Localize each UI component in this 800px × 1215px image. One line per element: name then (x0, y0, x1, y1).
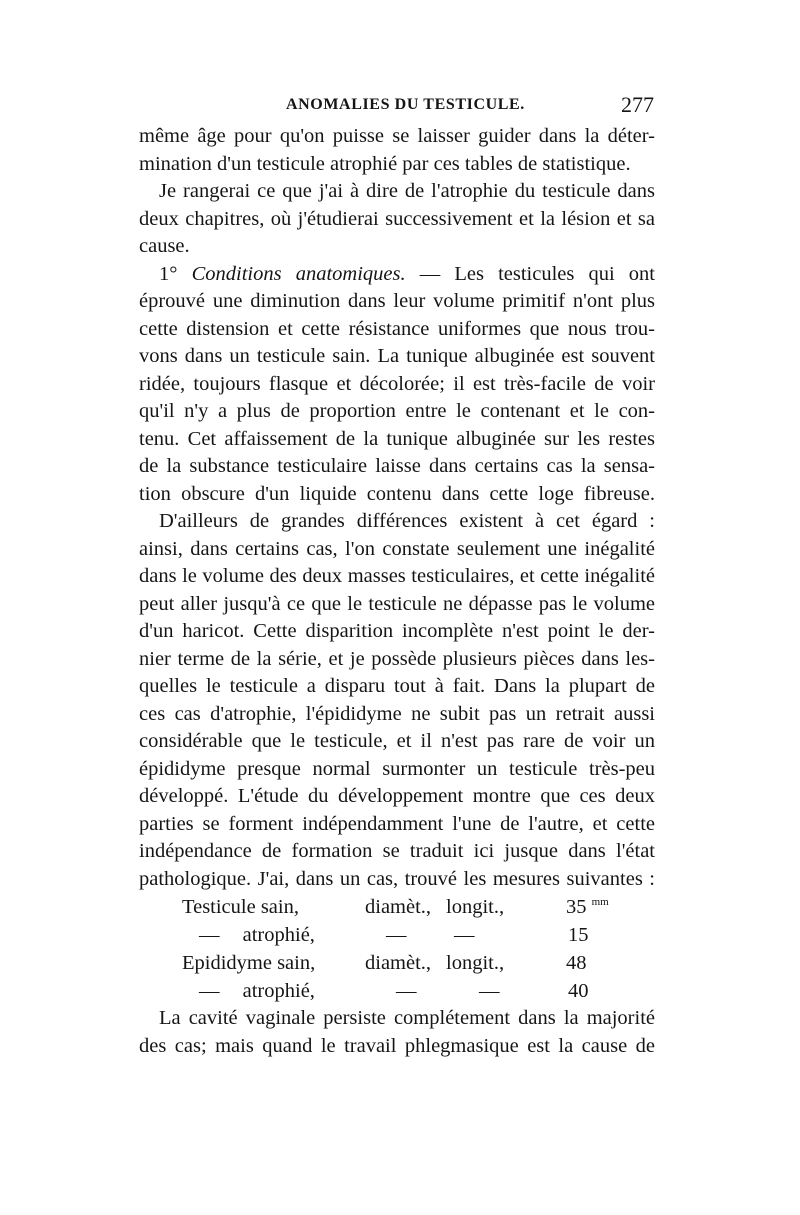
section-title: Conditions anatomiques. (191, 262, 406, 285)
text-line: éprouvé une diminution dans leur volume primitif n'ont plus (139, 290, 655, 312)
text-line: ces cas d'atrophie, l'épididyme ne subit pas un retrait aussi (139, 702, 655, 725)
dimension-cell: — (386, 924, 407, 946)
text-line: tenu. Cet affaissement de la tunique albuginée sur les restes (139, 427, 655, 450)
page-number: 277 (621, 92, 654, 117)
text-line: quelles le testicule a disparu tout à fait. Dans la plupart de (139, 675, 655, 697)
text-line: vons dans un testicule sain. La tunique albuginée est souvent (139, 345, 655, 367)
axis-cell: — (479, 980, 500, 1002)
organ-cell: — atrophié, (199, 924, 315, 946)
text-run: — Les testicules qui ont (419, 262, 655, 285)
text-line: qu'il n'y a plus de proportion entre le contenant et le con- (139, 400, 655, 422)
text-line: ainsi, dans certains cas, l'on constate seulement une inégalité (139, 537, 655, 560)
value-cell (566, 893, 609, 921)
value-cell: 40 (568, 980, 589, 1002)
text-line: même âge pour qu'on puisse se laisser guider dans la déter- (139, 125, 655, 147)
paragraph (139, 508, 655, 893)
body-text (139, 123, 655, 1060)
value-cell: 15 (568, 924, 589, 946)
text-line: peut aller jusqu'à ce que le testicule ne dépasse pas le volume (139, 592, 655, 615)
text-line: cette distension et cette résistance uniformes que nous trou- (139, 317, 655, 340)
organ-cell: Epididyme sain, (182, 952, 316, 974)
table-row (139, 893, 655, 921)
table-row (139, 977, 655, 1005)
axis-cell: longit., (446, 896, 505, 918)
text-line: mination d'un testicule atrophié par ces tables de statistique. (139, 152, 631, 175)
axis-cell: longit., (446, 952, 505, 974)
paragraph-conditions-anatomiques (139, 261, 655, 509)
text-line: d'un haricot. Cette disparition incomplète n'est point le der- (139, 620, 655, 642)
dimension-cell: — (396, 980, 417, 1002)
paragraph (139, 178, 655, 261)
table-row (139, 921, 655, 949)
section-number: 1° (159, 262, 178, 285)
text-line: pathologique. J'ai, dans un cas, trouvé les mesures suivantes : (139, 867, 655, 890)
text-line: cause. (139, 235, 190, 257)
value-cell: 48 (566, 952, 587, 974)
paragraph (139, 1005, 655, 1060)
text-line: de la substance testiculaire laisse dans certains cas la sensa- (139, 455, 655, 477)
text-line: parties se forment indépendamment l'une de l'autre, et cette (139, 812, 655, 835)
text-line: D'ailleurs de grandes différences existent à cet égard : (159, 510, 655, 532)
text-line: épididyme presque normal surmonter un testicule très-peu (139, 757, 655, 780)
text-line: nier terme de la série, et je possède plusieurs pièces dans les- (139, 647, 655, 670)
text-line: des cas; mais quand le travail phlegmasique est la cause de (139, 1034, 655, 1057)
text-line: La cavité vaginale persiste complétement dans la majorité (159, 1007, 655, 1029)
text-line: tion obscure d'un liquide contenu dans cette loge fibreuse. (139, 482, 655, 505)
unit: mm (591, 896, 609, 909)
text-line: dans le volume des deux masses testiculaires, et cette inégalité (139, 565, 655, 587)
page-header (139, 92, 654, 122)
axis-cell: — (454, 924, 475, 946)
organ-cell: — atrophié, (199, 980, 315, 1002)
text-line: considérable que le testicule, et il n'est pas rare de voir un (139, 730, 655, 752)
text-line: ridée, toujours flasque et décolorée; il est très-facile de voir (139, 372, 655, 395)
text-line: indépendance de formation se traduit ici jusque dans l'état (139, 840, 655, 862)
paragraph (139, 123, 655, 178)
dimension-cell: diamèt., (365, 896, 432, 918)
running-head: ANOMALIES DU TESTICULE. (286, 96, 525, 113)
text-line: développé. L'étude du développement montre que ces deux (139, 785, 655, 807)
text-line: Je rangerai ce que j'ai à dire de l'atrophie du testicule dans (159, 180, 655, 202)
organ-cell: Testicule sain, (182, 896, 299, 918)
text-line (139, 261, 655, 289)
dimension-cell: diamèt., (365, 952, 432, 974)
measurements-table (139, 893, 655, 1005)
table-row (139, 949, 655, 977)
value: 35 (566, 896, 587, 918)
text-line: deux chapitres, où j'étudierai successivement et la lésion et sa (139, 207, 655, 230)
